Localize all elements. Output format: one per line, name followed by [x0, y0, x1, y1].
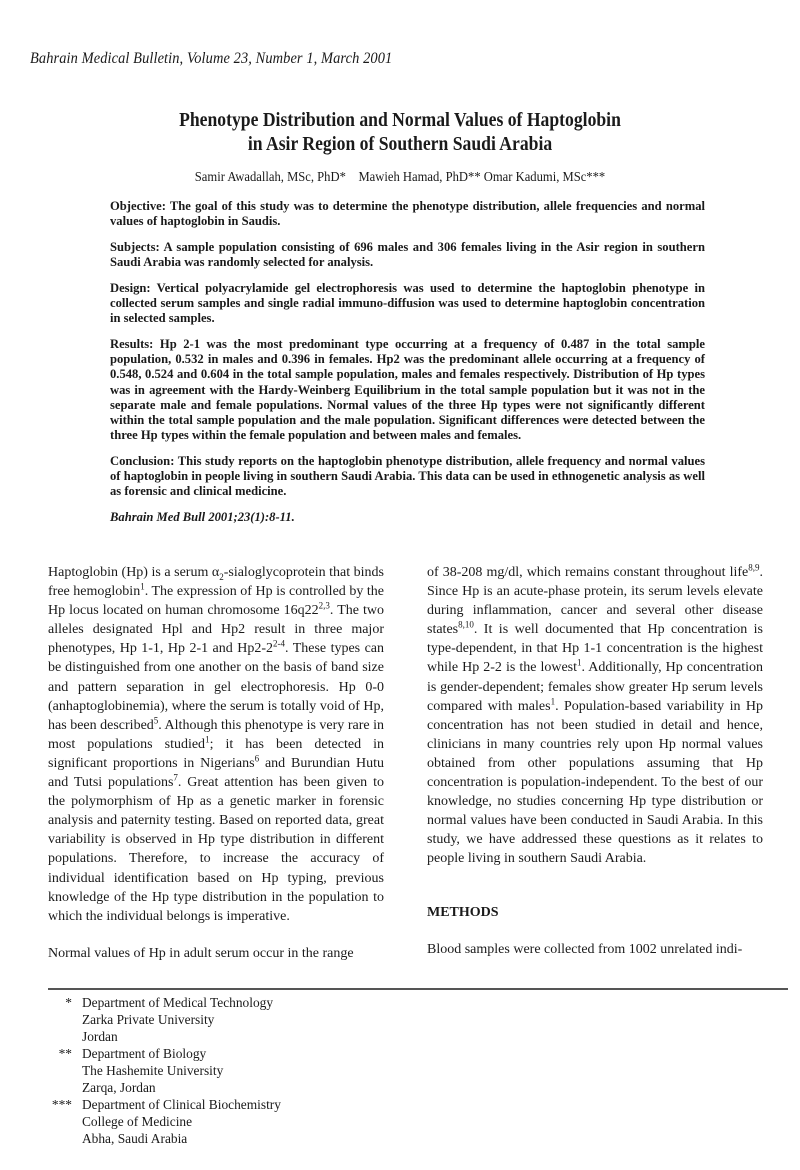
abstract-citation: Bahrain Med Bull 2001;23(1):8-11. [110, 509, 295, 524]
abstract-design: Design: Vertical polyacrylamide gel electrophoresis was used to determine the haptoglobin phenotype in collected serum samples and single radial immuno-diffusion was used to determine haptoglobin concentration in selected samples. [110, 280, 705, 326]
affiliation-marker [50, 1062, 82, 1079]
intro-paragraph-1: Haptoglobin (Hp) is a serum $\alpha_2$-sialoglycoprotein that binds free hemoglobin$^1$. The expression of Hp is controlled by the Hp locus located on human chromosome 16q22$^{2,3}$. The two alleles designated Hpl and Hp2 result in three major phenotypes, Hp 1-1, Hp 2-1 and Hp2-2$^{2-4}$. These types can be distinguished from one another on the basis of band size and pattern separation in gel electrophoresis. Hp 0-0 (anhaptoglobinemia), where the serum is totally void of Hp, has been described$^5$. Although this phenotype is very rare in most populations studied$^1$; it has been detected in significant proportions in Nigerians$^6$ and Burundian Hutu and Tutsi populations$^7$. Great attention has been given to the polymorphism of Hp as a genetic marker in forensic analysis and paternity testing. Based on reported data, great variability is observed in Hp type distribution in different populations. Therefore, to increase the accuracy of individual identification based on Hp typing, previous knowledge of the Hp type distribution in the population to which the individual belongs is imperative. [48, 565, 385, 924]
citation-superscript: 2-4 [273, 638, 285, 649]
abstract-objective: Objective: The goal of this study was to determine the phenotype distribution, allele frequencies and normal values of haptoglobin in Saudis. [110, 199, 705, 229]
title-line-2: in Asir Region of Southern Saudi Arabia [247, 133, 553, 155]
affiliation-line [50, 1113, 281, 1130]
body-column-left [48, 563, 384, 963]
affiliation-line [50, 994, 281, 1011]
abstract-subjects: Subjects: A sample population consisting of 696 males and 306 females living in the Asir region in southern Saudi Arabia was randomly selected for analysis. [110, 239, 705, 270]
affiliation-text: Department of Biology [82, 1046, 207, 1061]
affiliation-line [50, 1011, 281, 1028]
citation-superscript: 8,9 [748, 562, 760, 573]
affiliation-text: Department of Clinical Biochemistry [82, 1097, 281, 1112]
affiliation-text: Zarqa, Jordan [82, 1080, 156, 1095]
affiliation-text: Zarka Private University [82, 1012, 215, 1027]
citation-superscript: 1 [205, 734, 210, 745]
authors: Samir Awadallah, MSc, PhD* Mawieh Hamad, PhD** Omar Kadumi, MSc*** [194, 170, 606, 185]
intro-paragraph-2: Normal values of Hp in adult serum occur in the range [48, 945, 354, 961]
citation-superscript: 8,10 [458, 619, 474, 630]
abstract-results: Results: Hp 2-1 was the most predominant type occurring at a frequency of 0.487 in the total sample population, 0.532 in males and 0.396 in females. Hp2 was the predominant allele occurring at a frequency of 0.548, 0.524 and 0.604 in the total sample population, males and females respectively. Distribution of Hp types was in agreement with the Hardy-Weinberg Equilibrium in the total sample population but it was not in the separate male and female populations. Normal values of the three Hp types were not significantly different within the total sample population and the male population. Significant differences were detected between the three Hp types within the female population and between males and females. [110, 336, 705, 443]
affiliation-line [50, 1079, 281, 1096]
methods-paragraph-1: Blood samples were collected from 1002 unrelated indi- [427, 941, 743, 957]
title-line-1: Phenotype Distribution and Normal Values of Haptoglobin [179, 109, 621, 131]
affiliation-marker: * [65, 995, 72, 1010]
subscript: 2 [219, 571, 224, 582]
citation-superscript: 2,3 [318, 600, 330, 611]
affiliation-text: Abha, Saudi Arabia [82, 1131, 188, 1146]
affiliation-line [50, 1045, 281, 1062]
affiliations [50, 994, 281, 1147]
citation-superscript: 1 [550, 696, 556, 706]
affiliation-marker [50, 1079, 82, 1096]
abstract-conclusion: Conclusion: This study reports on the haptoglobin phenotype distribution, allele frequency and normal values of haptoglobin in people living in southern Saudi Arabia. This data can be used in ethnogenetic analysis as well as forensic and clinical medicine. [110, 453, 705, 499]
affiliation-marker [50, 1130, 82, 1147]
body-column-right [427, 563, 763, 959]
affiliation-text: Jordan [82, 1029, 118, 1044]
abstract [110, 199, 705, 536]
affiliation-marker [50, 1011, 82, 1028]
citation-superscript: 7 [173, 772, 178, 783]
affiliation-marker [50, 1113, 82, 1130]
affiliation-marker: ** [58, 1046, 72, 1061]
citation-superscript: 1 [577, 657, 582, 668]
article-title [56, 108, 744, 156]
affiliation-line [50, 1130, 281, 1147]
affiliation-line [50, 1096, 281, 1113]
affiliation-line [50, 1062, 281, 1079]
affiliation-marker [50, 1028, 82, 1045]
affiliation-line [50, 1028, 281, 1045]
affiliation-text: College of Medicine [82, 1114, 193, 1129]
journal-header: Bahrain Medical Bulletin, Volume 23, Number 1, March 2001 [30, 50, 393, 67]
footnote-divider [48, 988, 788, 990]
citation-superscript: 6 [254, 753, 260, 764]
affiliation-text: The Hashemite University [82, 1063, 224, 1078]
methods-heading: METHODS [427, 904, 499, 920]
affiliation-marker: *** [51, 1097, 72, 1112]
intro-paragraph-3: of 38-208 mg/dl, which remains constant throughout life$^{8,9}$. Since Hp is an acute-phase protein, its serum levels elevate during inflammation, cancer and several other disease states$^{8,10}$. It is well documented that Hp concentration is type-dependent, in that Hp 1-1 concentration is the highest while Hp 2-2 is the lowest$^1$. Additionally, Hp concentration is gender-dependent; females show greater Hp serum levels compared with males$^1$. Population-based variability in Hp concentration has not been studied in detail and hence, clinicians in many countries rely upon Hp normal values obtained from other populations assuming that Hp concentration is population-independent. To the best of our knowledge, no studies concerning Hp type distribution or normal values have been conducted in Saudi Arabia. In this study, we have addressed these questions as it relates to people living in southern Saudi Arabia. [427, 562, 763, 867]
citation-superscript: 1 [140, 581, 145, 592]
citation-superscript: 5 [153, 715, 159, 726]
affiliation-text: Department of Medical Technology [82, 995, 274, 1010]
